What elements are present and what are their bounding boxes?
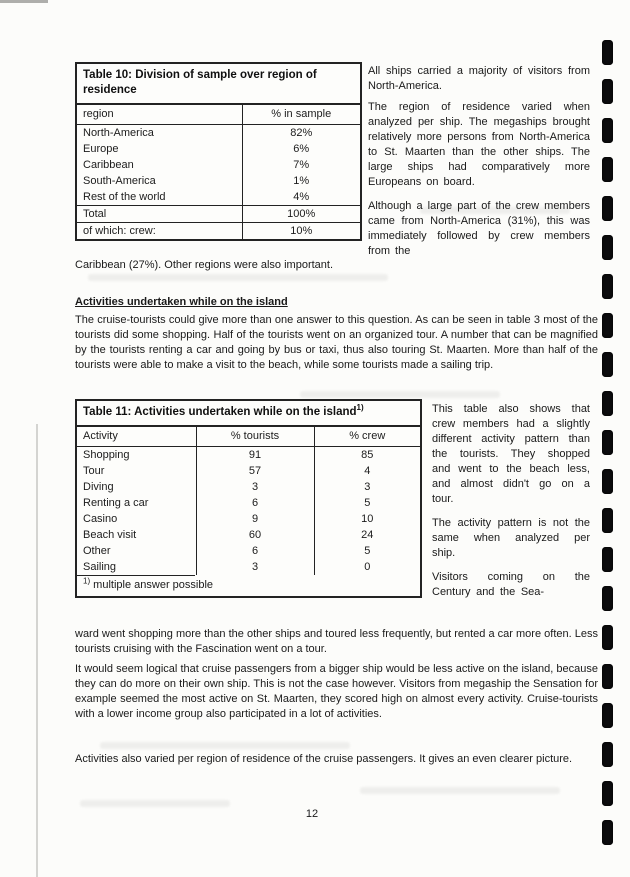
table-cell: 4% (242, 189, 360, 206)
table-row (77, 463, 420, 479)
binding-hole (602, 79, 613, 104)
table-cell: 6 (196, 543, 314, 559)
binding-hole (602, 235, 613, 260)
binding-hole (602, 781, 613, 806)
table-11-grid (77, 427, 420, 575)
table-11-header-tourists: % tourists (196, 427, 314, 447)
table-total-row (77, 206, 360, 223)
table-row (77, 479, 420, 495)
binding-hole (602, 313, 613, 338)
table-cell: Caribbean (83, 159, 134, 171)
table-crew-row (77, 223, 360, 240)
table-cell: Rest of the world (83, 191, 166, 203)
binding-hole (602, 820, 613, 845)
table-11-header-crew: % crew (314, 427, 420, 447)
binding-hole (602, 157, 613, 182)
table-cell: 10 (314, 511, 420, 527)
bleedthrough-line (80, 800, 230, 807)
table-header-row (77, 105, 360, 125)
footnote-marker: 1) (83, 576, 91, 586)
table-row (77, 511, 420, 527)
table-cell: Casino (83, 513, 118, 525)
paragraph: The activity pattern is not the same when analyzed per ship. (432, 517, 590, 559)
table-cell: Tour (83, 465, 105, 477)
table-cell: Other (83, 545, 111, 557)
table-cell: South-America (83, 175, 156, 187)
right-column-bottom (432, 402, 590, 609)
binding-hole (602, 352, 613, 377)
body-paragraph: The cruise-tourists could give more than one answer to this question. As can be seen in table 3 most of the tourists did some shopping. Half of the tourists went on an organized tour. A number that can be magnified by the tourists renting a car and going by bus or taxi, thus also touring St. Maarten. More than half of the tourists were able to make a visit to the beach, while some tourists made a sailing trip. (75, 314, 598, 371)
binding-hole (602, 430, 613, 455)
bleedthrough-line (360, 787, 560, 794)
table-cell: 0 (314, 559, 420, 575)
binding-hole (602, 40, 613, 65)
binding-hole (602, 469, 613, 494)
table-cell: 5 (314, 495, 420, 511)
binding-hole (602, 196, 613, 221)
binding-hole (602, 274, 613, 299)
table-row (77, 559, 420, 575)
table-10-header-region: region (77, 105, 242, 125)
paragraph: This table also shows that crew members had a slightly different activity pattern than the tourists. They shopped and went to the beach less, and almost didn't go on a tour. (432, 403, 590, 505)
page-number: 12 (305, 808, 319, 820)
table-cell: 60 (196, 527, 314, 543)
table-row (77, 543, 420, 559)
table-10-grid (77, 105, 360, 239)
footnote-marker: 1) (356, 403, 364, 413)
body-text-line: Caribbean (27%). Other regions were also important. (75, 259, 334, 271)
table-cell: 4 (314, 463, 420, 479)
paragraph: Visitors coming on the Century and the Sea- (432, 571, 590, 598)
table-cell: 57 (196, 463, 314, 479)
binding-hole (602, 118, 613, 143)
binding-hole (602, 742, 613, 767)
table-row (77, 495, 420, 511)
table-cell: 6% (242, 141, 360, 157)
bleedthrough-line (300, 391, 500, 398)
binding-hole (602, 391, 613, 416)
table-10-title: Table 10: Division of sample over region of residence (77, 64, 360, 105)
binding-hole (602, 664, 613, 689)
binding-hole (602, 625, 613, 650)
table-row (77, 173, 360, 189)
table-cell: 85 (314, 447, 420, 464)
table-cell: Total (77, 206, 242, 223)
table-row (77, 189, 360, 206)
table-11-footnote (77, 575, 420, 596)
table-cell: Renting a car (83, 497, 149, 509)
body-paragraph: ward went shopping more than the other ships and toured less frequently, but rented a car more often. Less tourists cruising with the Fascination went on a tour. (75, 628, 598, 655)
table-10 (75, 62, 362, 241)
body-paragraph: Activities also varied per region of residence of the cruise passengers. It gives an even clearer picture. (75, 753, 573, 765)
table-11-title (77, 401, 420, 427)
table-cell: 24 (314, 527, 420, 543)
section-heading: Activities undertaken while on the island (75, 296, 288, 308)
table-10-header-sample: % in sample (242, 105, 360, 125)
table-cell: 3 (196, 479, 314, 495)
bleedthrough-line (100, 742, 350, 749)
paragraph: The region of residence varied when analyzed per ship. The megaships brought relatively more persons from North-America to St. Maarten than the other ships. The large ships had comparatively more Europeans on board. (368, 101, 590, 188)
footnote-separator (77, 575, 195, 576)
table-cell: Beach visit (83, 529, 137, 541)
bleedthrough-line (88, 274, 388, 281)
table-cell: Europe (83, 143, 119, 155)
table-cell: 3 (196, 559, 314, 575)
table-row (77, 141, 360, 157)
table-cell: 10% (242, 223, 360, 240)
table-cell: 6 (196, 495, 314, 511)
table-header-row (77, 427, 420, 447)
table-cell: Shopping (83, 449, 130, 461)
spiral-binding (602, 40, 613, 845)
table-row (77, 527, 420, 543)
table-cell: Sailing (83, 561, 117, 573)
table-11 (75, 399, 422, 598)
scan-corner-artifact (0, 0, 48, 3)
table-row (77, 157, 360, 173)
table-cell: 1% (242, 173, 360, 189)
table-11-title-text: Table 11: Activities undertaken while on the island (83, 406, 357, 418)
paragraph: Although a large part of the crew members came from North-America (31%), this was immediately followed by crew members from the (368, 200, 590, 257)
paragraph: All ships carried a majority of visitors from North-America. (368, 65, 590, 92)
table-11-header-activity: Activity (77, 427, 196, 447)
table-cell: 7% (242, 157, 360, 173)
table-row (77, 125, 360, 142)
binding-hole (602, 586, 613, 611)
body-paragraph: It would seem logical that cruise passengers from a bigger ship would be less active on the island, because they can do more on their own ship. This is not the case however. Visitors from megaship the Sensation for example seemed the most active on St. Maarten, they scored high on almost every activity. Cruise-tourists with a lower income group also participated in a lot of activities. (75, 663, 598, 720)
right-column-top (368, 64, 590, 265)
table-cell: Diving (83, 481, 114, 493)
binding-hole (602, 547, 613, 572)
table-cell: North-America (83, 127, 154, 139)
table-cell: of which: crew: (77, 223, 242, 240)
table-cell: 91 (196, 447, 314, 464)
table-cell: 82% (242, 125, 360, 142)
table-cell: 3 (314, 479, 420, 495)
table-cell: 5 (314, 543, 420, 559)
table-row (77, 447, 420, 464)
binding-hole (602, 703, 613, 728)
table-cell: 9 (196, 511, 314, 527)
footnote-text: multiple answer possible (90, 579, 214, 591)
table-cell: 100% (242, 206, 360, 223)
binding-hole (602, 508, 613, 533)
